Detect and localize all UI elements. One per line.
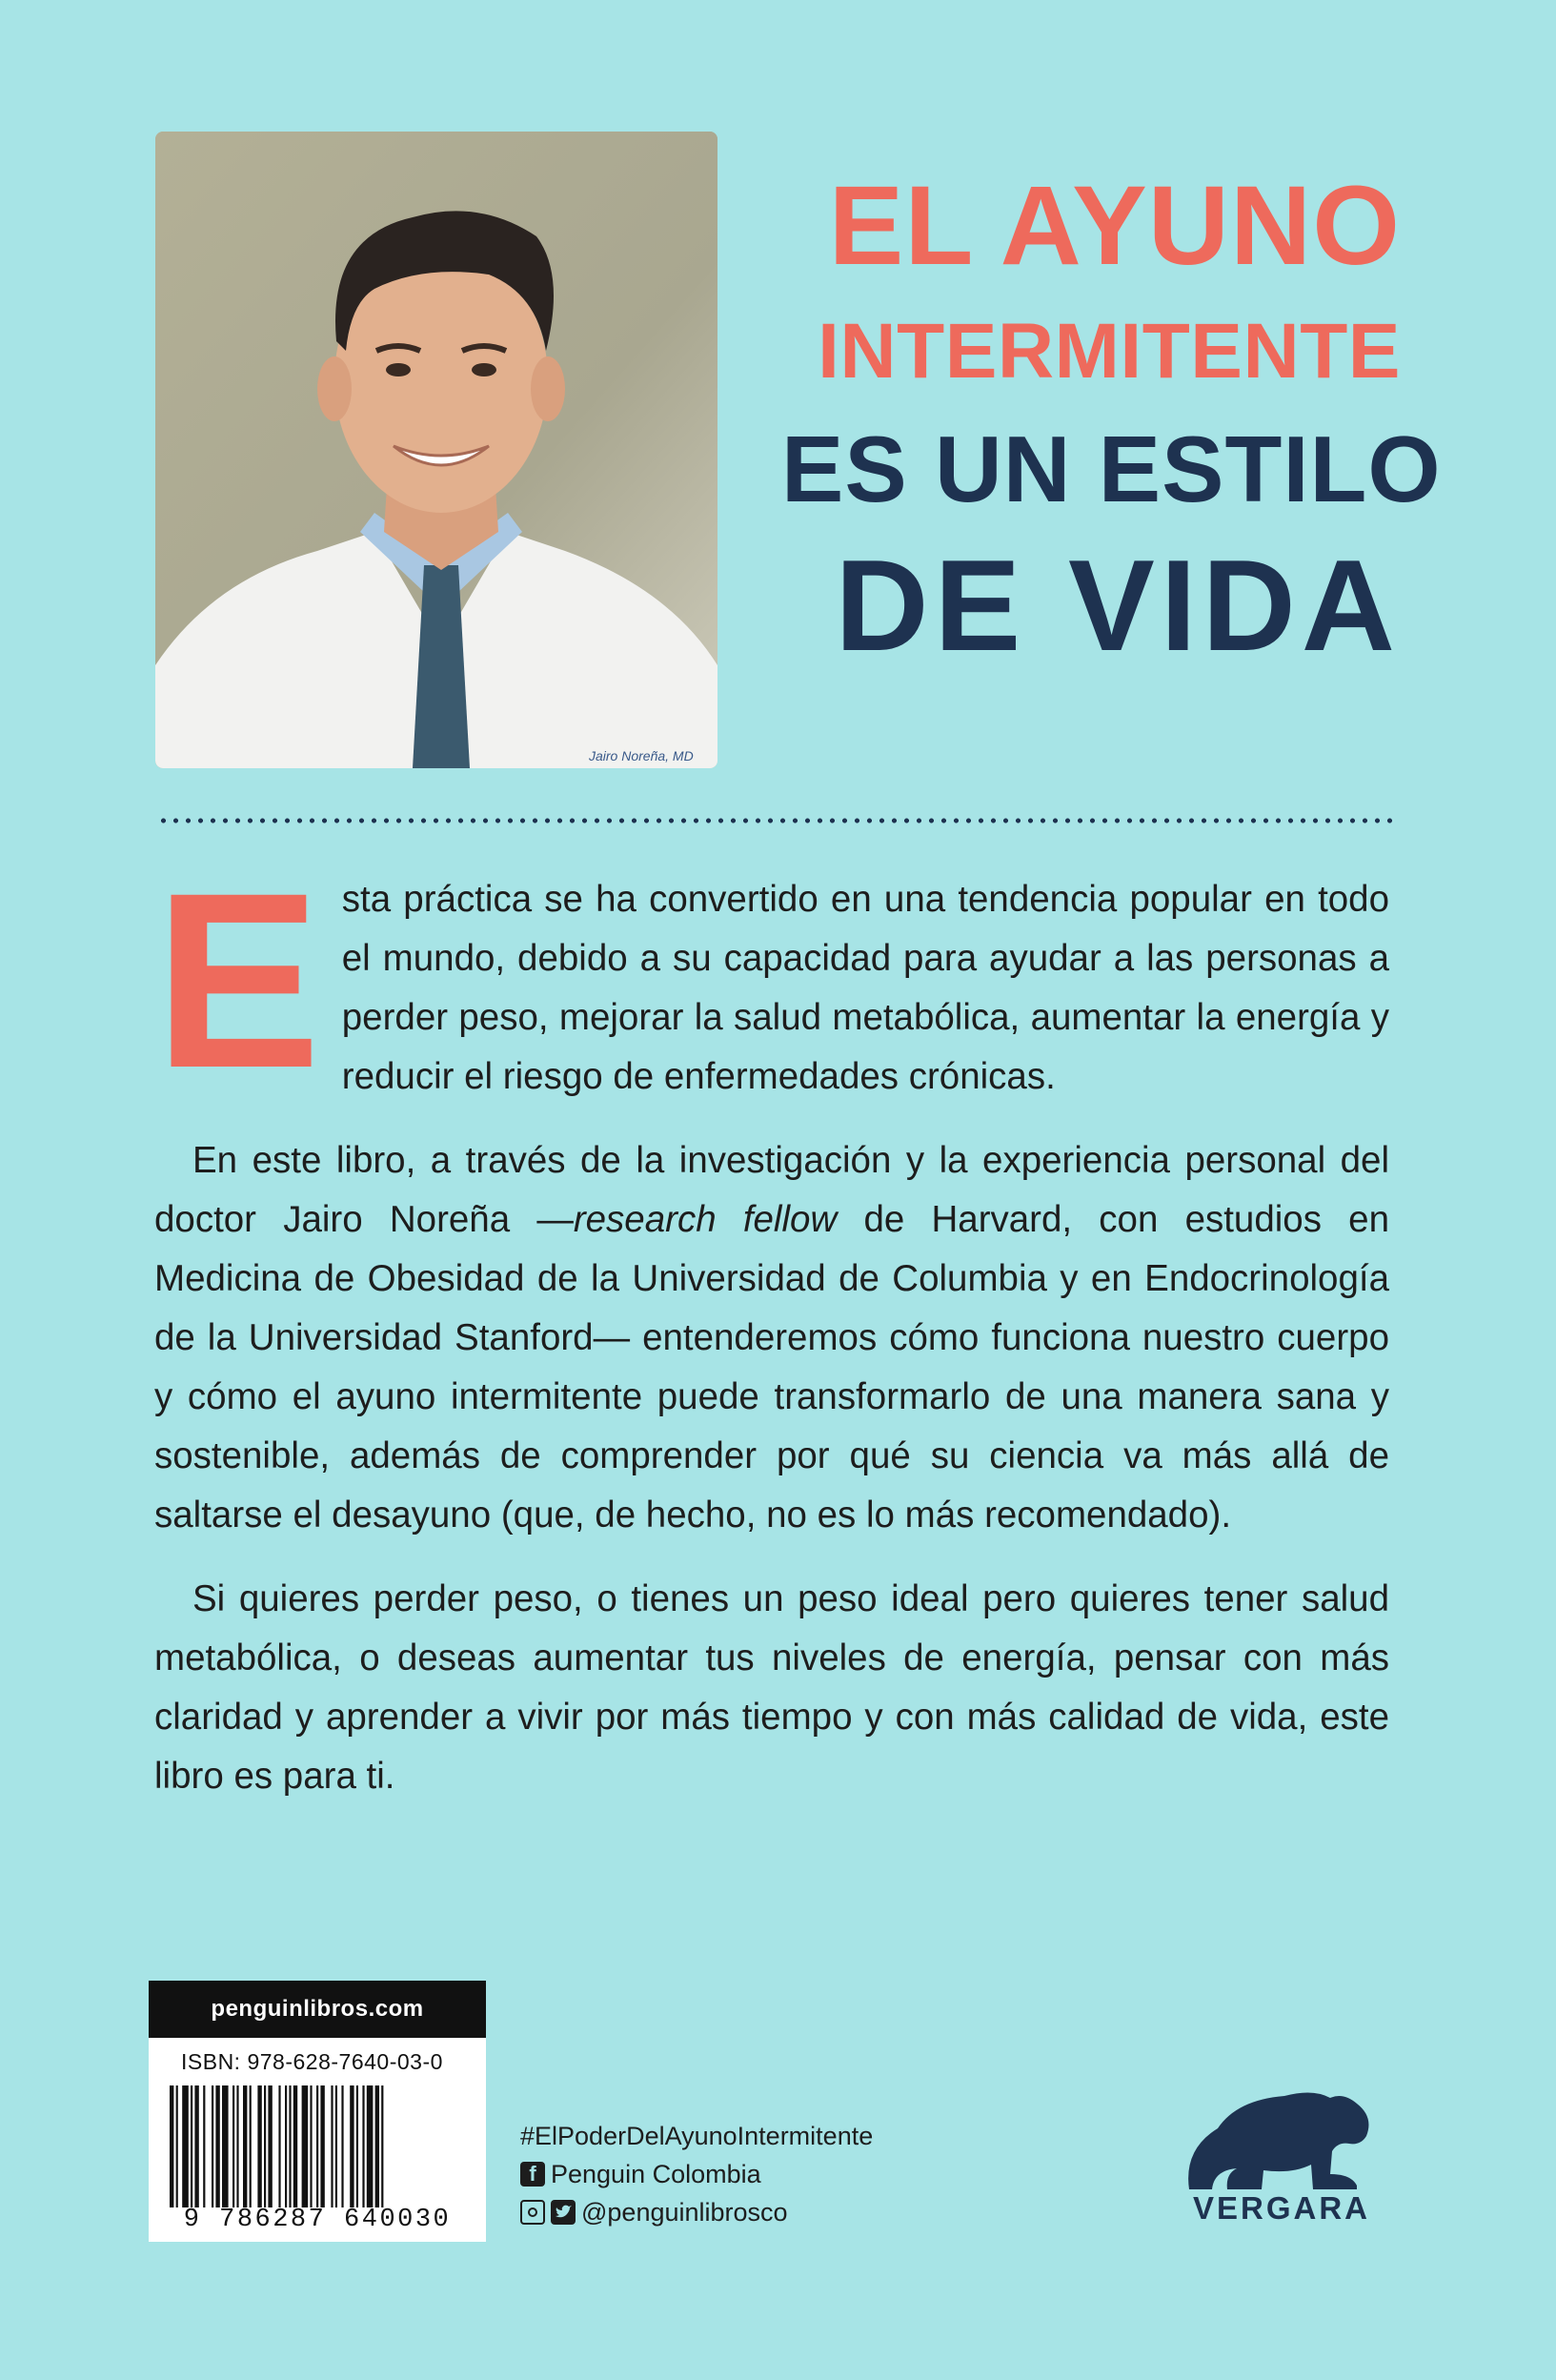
barcode-digits: 9 786287 640030 bbox=[183, 2206, 452, 2234]
barcode-bar bbox=[212, 2085, 213, 2207]
paragraph-1 bbox=[154, 841, 1389, 1120]
drop-cap: E bbox=[154, 841, 317, 1120]
paragraph-2-text-a: En este libro, a través de la investigación y la experiencia personal del doctor Jairo Noreña — bbox=[154, 1140, 1389, 1240]
paragraph-3: Si quieres perder peso, o tienes un peso ideal pero quieres tener salud metabólica, o deseas aumentar tus niveles de energía, pensar con más claridad y aprender a vivir por más tiempo y con más calidad de vida, este libro es para ti. bbox=[154, 1578, 1389, 1797]
barcode-bar bbox=[264, 2085, 266, 2207]
dotted-divider bbox=[157, 818, 1396, 824]
social-links bbox=[520, 2117, 873, 2231]
barcode-bar bbox=[176, 2085, 178, 2207]
title-line-1: EL AYUNO bbox=[828, 163, 1401, 289]
barcode-bar bbox=[350, 2085, 354, 2207]
social-handle: @penguinlibrosco bbox=[581, 2198, 788, 2227]
barcode-bar bbox=[222, 2085, 229, 2207]
barcode-bar bbox=[191, 2085, 192, 2207]
barcode-bar bbox=[381, 2085, 383, 2207]
barcode-bar bbox=[356, 2085, 358, 2207]
barcode-bar bbox=[170, 2085, 173, 2207]
instagram-icon bbox=[520, 2200, 545, 2225]
barcode-bar bbox=[243, 2085, 247, 2207]
publisher-website: penguinlibros.com bbox=[149, 1981, 486, 2038]
barcode-bar bbox=[375, 2085, 379, 2207]
title-line-3: ES UN ESTILO bbox=[781, 417, 1442, 521]
barcode-bar bbox=[335, 2085, 337, 2207]
barcode-bar bbox=[331, 2085, 333, 2207]
paragraph-2 bbox=[154, 1131, 1389, 1545]
isbn-number: ISBN: 978-628-7640-03-0 bbox=[181, 2049, 443, 2074]
barcode-bar bbox=[362, 2085, 364, 2207]
barcode-bar bbox=[182, 2085, 189, 2207]
facebook-row bbox=[520, 2155, 873, 2193]
coat-label: Jairo Noreña, MD bbox=[589, 748, 694, 763]
social-handle-row bbox=[520, 2193, 873, 2231]
barcode-bar bbox=[310, 2085, 312, 2207]
barcode-bar bbox=[293, 2085, 297, 2207]
barcode-bar bbox=[257, 2085, 261, 2207]
barcode-bar bbox=[268, 2085, 272, 2207]
paragraph-2-italic: research fellow bbox=[573, 1199, 838, 1240]
barcode-bar bbox=[278, 2085, 280, 2207]
barcode bbox=[166, 2085, 469, 2207]
barcode-bar bbox=[203, 2085, 205, 2207]
title-line-2: INTERMITENTE bbox=[818, 308, 1401, 395]
barcode-bar bbox=[236, 2085, 238, 2207]
barcode-bar bbox=[302, 2085, 309, 2207]
paragraph-1-text: sta práctica se ha convertido en una tendencia popular en todo el mundo, debido a su capacidad para ayudar a las personas a perder peso, mejorar la salud metabólica, aumentar la energía y reducir el riesgo de enfermedades crónicas. bbox=[341, 879, 1389, 1097]
barcode-bar bbox=[232, 2085, 234, 2207]
twitter-icon bbox=[551, 2200, 576, 2225]
barcode-bar bbox=[320, 2085, 324, 2207]
barcode-bar bbox=[215, 2085, 219, 2207]
facebook-name: Penguin Colombia bbox=[551, 2160, 761, 2188]
publisher-name: VERGARA bbox=[1192, 2190, 1371, 2226]
barcode-bar bbox=[316, 2085, 318, 2207]
jaguar-icon bbox=[1170, 2083, 1391, 2192]
back-cover-title bbox=[781, 163, 1442, 678]
facebook-icon: f bbox=[520, 2162, 545, 2187]
paragraph-2-text-b: de Harvard, con estudios en Medicina de Obesidad de la Universidad de Columbia y en Endocrinología de la Universidad Stanford— entenderemos cómo funciona nuestro cuerpo y cómo el ayuno intermitente puede transformarlo de una manera sana y sostenible, además de comprender por qué su ciencia va más allá de saltarse el desayuno (que, de hecho, no es lo más recomendado). bbox=[154, 1199, 1389, 1536]
author-photo bbox=[155, 132, 717, 768]
barcode-bar bbox=[194, 2085, 198, 2207]
barcode-bar bbox=[367, 2085, 374, 2207]
isbn-box bbox=[149, 1981, 486, 2242]
barcode-bar bbox=[250, 2085, 252, 2207]
hashtag: #ElPoderDelAyunoIntermitente bbox=[520, 2122, 874, 2150]
barcode-bar bbox=[285, 2085, 287, 2207]
barcode-bar bbox=[289, 2085, 291, 2207]
barcode-bar bbox=[341, 2085, 343, 2207]
synopsis bbox=[154, 841, 1389, 1831]
title-line-4: DE VIDA bbox=[835, 533, 1401, 678]
